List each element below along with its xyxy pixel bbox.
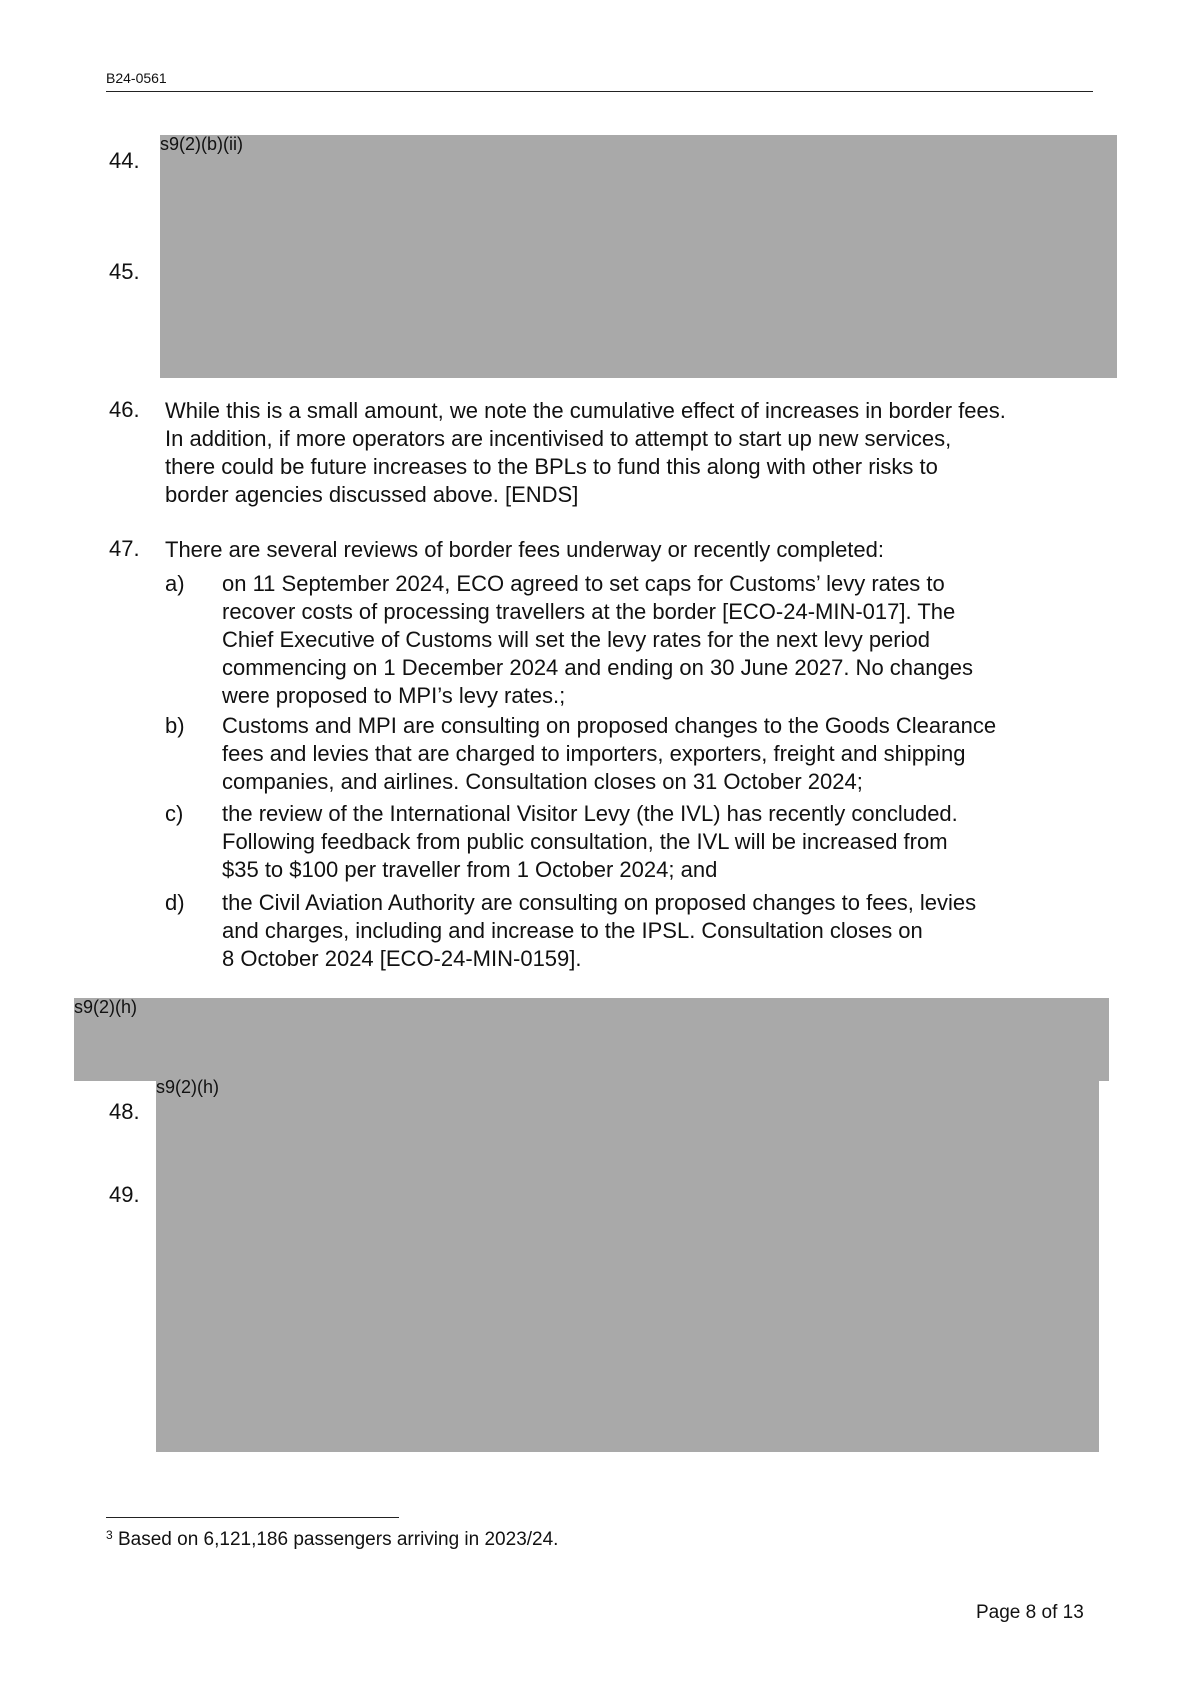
text-line: 8 October 2024 [ECO-24-MIN-0159]. — [222, 946, 582, 971]
list-item-b — [165, 712, 1105, 802]
text-line: companies, and airlines. Consultation closes on 31 October 2024; — [222, 769, 863, 794]
list-letter: b) — [165, 713, 185, 738]
page-number: Page 8 of 13 — [976, 1602, 1084, 1623]
text-line: and charges, including and increase to the IPSL. Consultation closes on — [222, 918, 923, 943]
paragraph-47-intro: There are several reviews of border fees underway or recently completed: — [165, 537, 885, 562]
text-line: were proposed to MPI’s levy rates.; — [222, 683, 566, 708]
text-line: In addition, if more operators are incentivised to attempt to start up new services, — [165, 426, 952, 451]
list-letter: c) — [165, 801, 184, 826]
list-item-d — [165, 889, 1105, 979]
header-rule — [106, 91, 1093, 92]
redaction-label: s9(2)(h) — [74, 997, 138, 1017]
text-line: While this is a small amount, we note the cumulative effect of increases in border fees. — [165, 398, 1006, 423]
footnote — [106, 1528, 558, 1551]
list-text — [222, 889, 976, 973]
text-line: on 11 September 2024, ECO agreed to set caps for Customs’ levy rates to — [222, 571, 945, 596]
list-text — [222, 570, 973, 710]
redaction-label: s9(2)(b)(ii) — [160, 134, 243, 154]
text-line: recover costs of processing travellers at the border [ECO-24-MIN-017]. The — [222, 599, 956, 624]
list-letter: a) — [165, 571, 185, 596]
list-item-c — [165, 800, 1105, 890]
text-line: the Civil Aviation Authority are consulting on proposed changes to fees, levies — [222, 890, 977, 915]
paragraph-number: 44. — [109, 148, 140, 173]
text-line: border agencies discussed above. [ENDS] — [165, 482, 579, 507]
redaction-block — [156, 1078, 1099, 1452]
paragraph-number: 47. — [109, 536, 140, 561]
footnote-rule — [106, 1517, 399, 1518]
redaction-block — [74, 998, 1109, 1081]
footnote-text: Based on 6,121,186 passengers arriving in 2023/24. — [117, 1529, 559, 1550]
text-line: the review of the International Visitor Levy (the IVL) has recently concluded. — [222, 801, 958, 826]
paragraph-number: 48. — [109, 1099, 140, 1124]
text-line: Following feedback from public consultation, the IVL will be increased from — [222, 829, 948, 854]
paragraph-number: 46. — [109, 397, 140, 422]
redaction-label: s9(2)(h) — [156, 1077, 220, 1097]
footnote-marker: 3 — [106, 1528, 113, 1542]
text-line: Customs and MPI are consulting on proposed changes to the Goods Clearance — [222, 713, 997, 738]
list-text — [222, 800, 958, 884]
list-letter: d) — [165, 890, 185, 915]
text-line: $35 to $100 per traveller from 1 October 2024; and — [222, 857, 718, 882]
paragraph-number: 49. — [109, 1182, 140, 1207]
document-reference: B24-0561 — [106, 70, 167, 86]
text-line: commencing on 1 December 2024 and ending on 30 June 2027. No changes — [222, 655, 973, 680]
list-text — [222, 712, 996, 796]
text-line: fees and levies that are charged to importers, exporters, freight and shipping — [222, 741, 966, 766]
text-line: there could be future increases to the BPLs to fund this along with other risks to — [165, 454, 938, 479]
paragraph-46 — [165, 397, 1105, 509]
list-item-a — [165, 570, 1105, 715]
redaction-block — [160, 135, 1117, 378]
text-line: Chief Executive of Customs will set the levy rates for the next levy period — [222, 627, 930, 652]
paragraph-number: 45. — [109, 259, 140, 284]
